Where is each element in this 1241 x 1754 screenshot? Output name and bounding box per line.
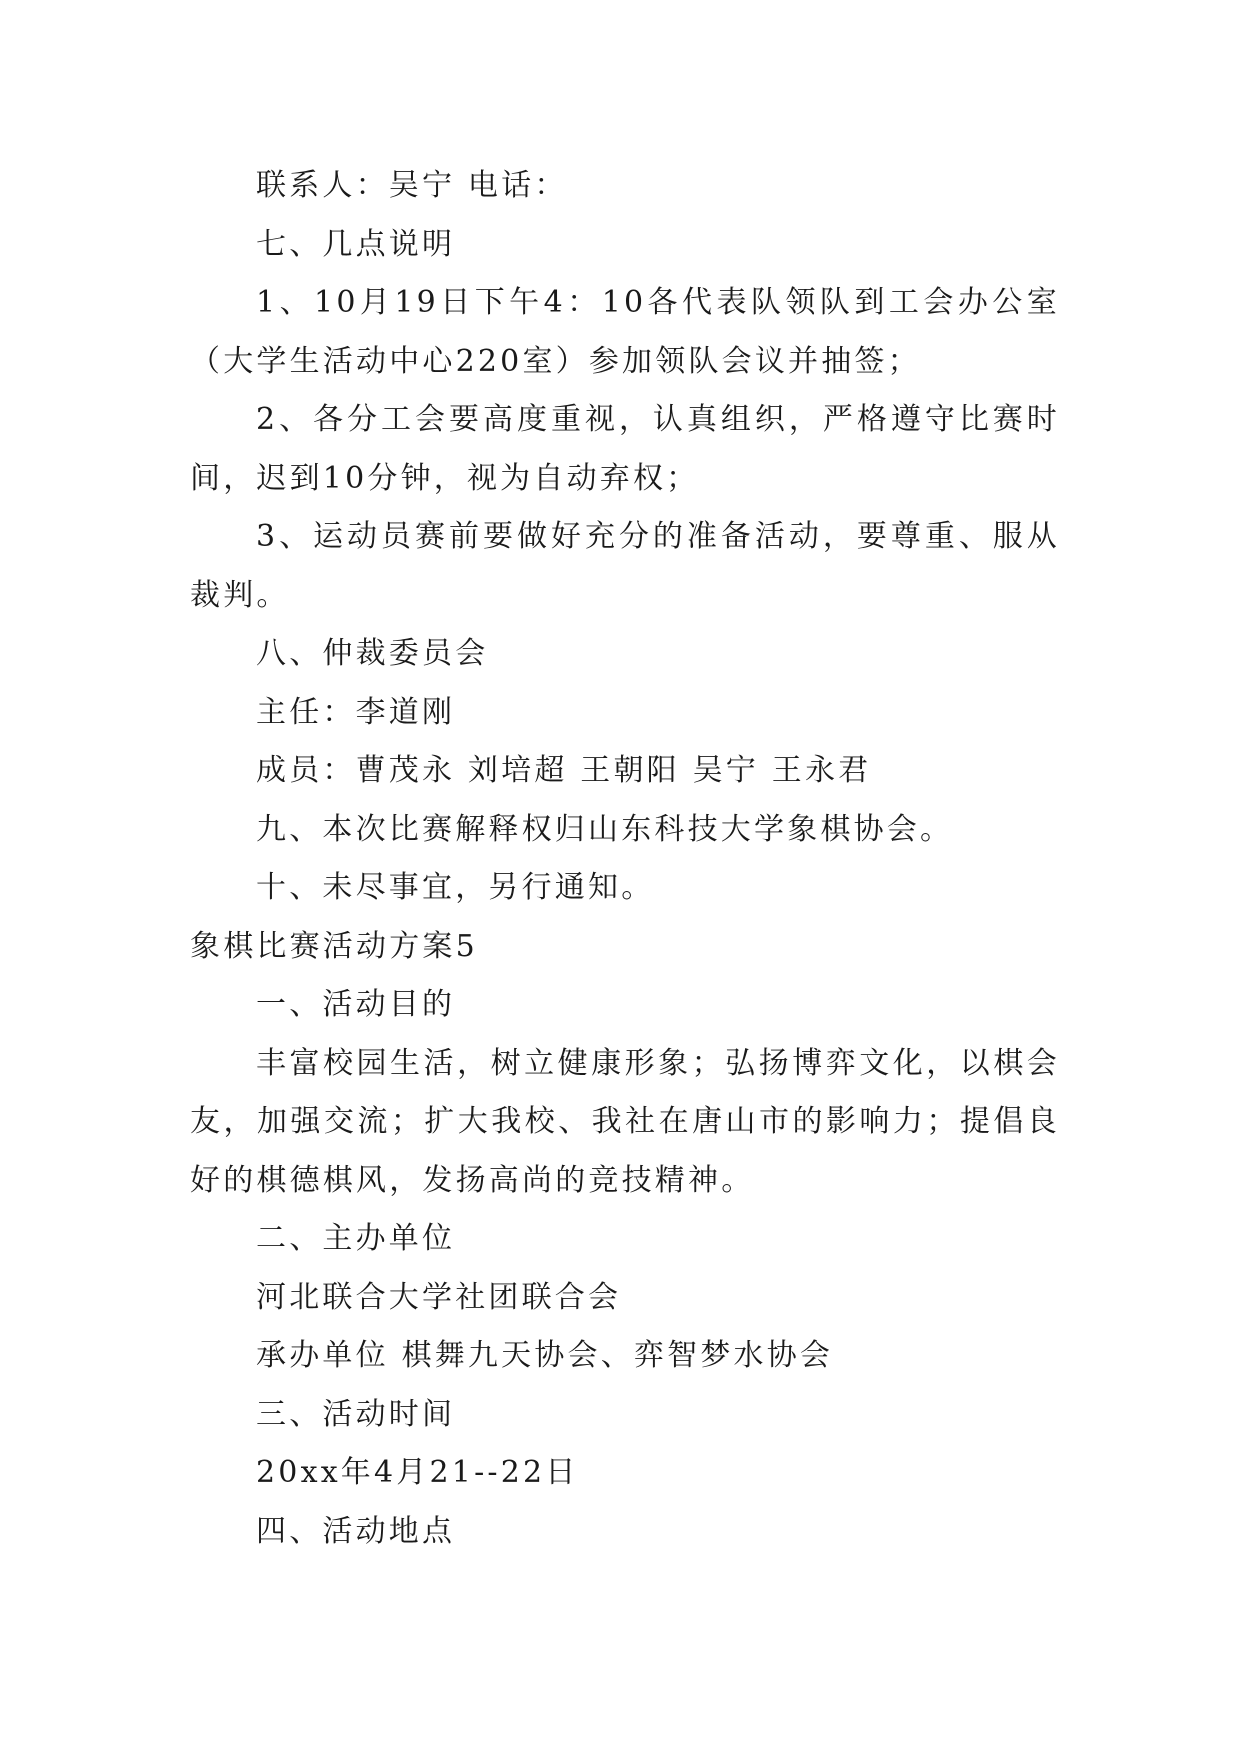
document-body (190, 157, 1060, 1561)
heading-section-10: 十、未尽事宜，另行通知。 (256, 870, 655, 905)
heading-section-7: 七、几点说明 (256, 226, 456, 262)
paragraph-purpose: 丰富校园生活，树立健康形象；弘扬博弈文化，以棋会友，加强交流；扩大我校、我社在唐山市的影响力；提倡良好的棋德棋风，发扬高尚的竞技精神。 (190, 1045, 1060, 1198)
heading-location: 四、活动地点 (256, 1513, 456, 1549)
paragraph-note-2: 2、各分工会要高度重视，认真组织，严格遵守比赛时间，迟到10分钟，视为自动弃权； (190, 402, 1060, 496)
paragraph-time: 20xx年4月21--22日 (256, 1455, 579, 1490)
paragraph-director: 主任：李道刚 (256, 694, 456, 730)
paragraph-organizer: 河北联合大学社团联合会 (256, 1279, 622, 1315)
paragraph-members: 成员：曹茂永 刘培超 王朝阳 吴宁 王永君 (256, 753, 872, 788)
paragraph-note-1: 1、10月19日下午4：10各代表队领队到工会办公室（大学生活动中心220室）参加领队会议并抽签； (190, 285, 1060, 379)
paragraph-note-3: 3、运动员赛前要做好充分的准备活动，要尊重、服从裁判。 (190, 519, 1060, 613)
heading-organizer: 二、主办单位 (256, 1221, 456, 1256)
heading-section-8: 八、仲裁委员会 (256, 636, 489, 671)
paragraph-co-organizer: 承办单位 棋舞九天协会、弈智梦水协会 (256, 1338, 834, 1373)
heading-section-9: 九、本次比赛解释权归山东科技大学象棋协会。 (256, 811, 954, 847)
document-title: 象棋比赛活动方案5 (190, 928, 478, 964)
heading-purpose: 一、活动目的 (256, 987, 456, 1022)
paragraph-contact: 联系人：吴宁 电话： (256, 168, 568, 203)
heading-time: 三、活动时间 (256, 1396, 456, 1432)
